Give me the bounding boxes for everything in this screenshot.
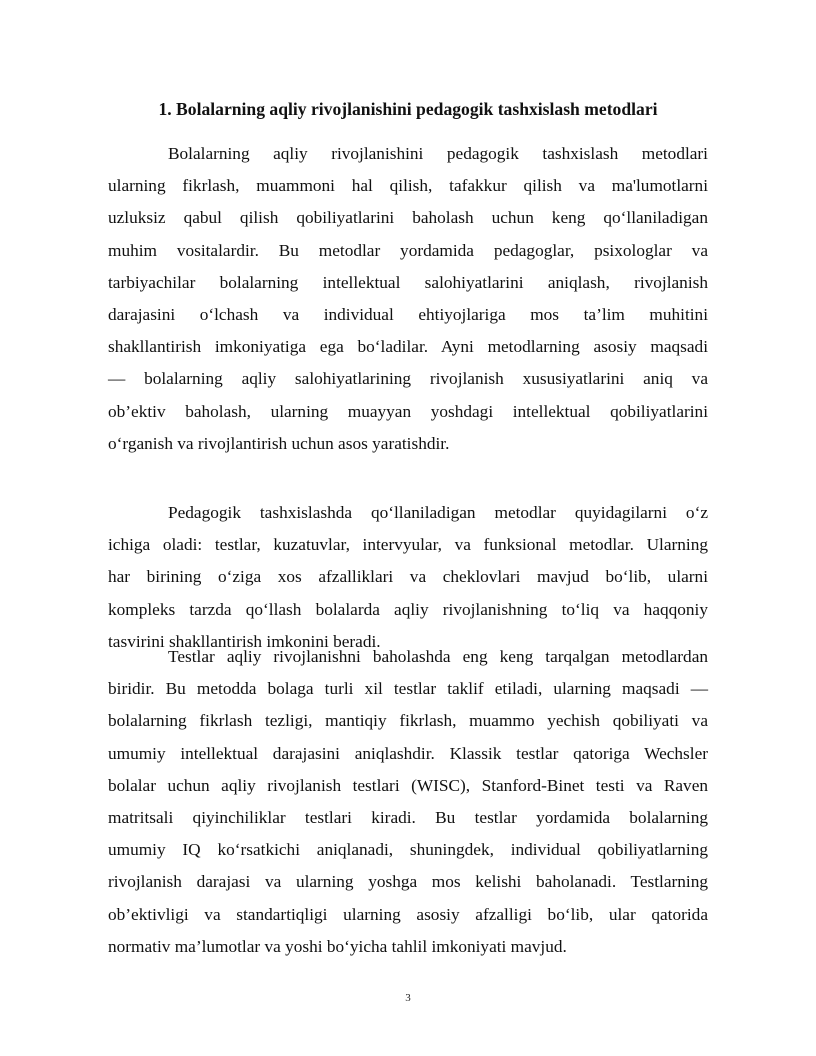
paragraph-line: shakllantirish imkoniyatiga ega bo‘ladilar. Ayni metodlarning asosiy maqsadi xyxy=(108,337,708,357)
paragraph-line: umumiy IQ ko‘rsatkichi aniqlanadi, shuningdek, individual qobiliyatlarning xyxy=(108,840,708,860)
paragraph-line: rivojlanish darajasi va ularning yoshga mos kelishi baholanadi. Testlarning xyxy=(108,872,708,892)
paragraph-line: har birining o‘ziga xos afzalliklari va cheklovlari mavjud bo‘lib, ularni xyxy=(108,567,708,587)
paragraph-line: normativ ma’lumotlar va yoshi bo‘yicha tahlil imkoniyati mavjud. xyxy=(108,936,567,956)
page-number: 3 xyxy=(405,992,411,1004)
paragraph-line: bolalar uchun aqliy rivojlanish testlari (WISC), Stanford-Binet testi va Raven xyxy=(108,775,708,795)
paragraph-line: ob’ektiv baholash, ularning muayyan yoshdagi intellektual qobiliyatlarini xyxy=(108,401,708,421)
paragraph-1 xyxy=(108,138,708,460)
paragraph-line: umumiy intellektual darajasini aniqlashdir. Klassik testlar qatoriga Wechsler xyxy=(108,743,708,763)
paragraph-line: muhim vositalardir. Bu metodlar yordamida pedagoglar, psixologlar va xyxy=(108,240,708,260)
paragraph-2 xyxy=(108,497,708,658)
paragraph-line: o‘rganish va rivojlantirish uchun asos yaratishdir. xyxy=(108,433,450,453)
paragraph-line: kompleks tarzda qo‘llash bolalarda aqliy rivojlanishning to‘liq va haqqoniy xyxy=(108,599,708,619)
paragraph-line: matritsali qiyinchiliklar testlari kiradi. Bu testlar yordamida bolalarning xyxy=(108,807,708,827)
paragraph-line: Testlar aqliy rivojlanishni baholashda eng keng tarqalgan metodlardan xyxy=(168,647,708,666)
paragraph-line: Pedagogik tashxislashda qo‘llaniladigan metodlar quyidagilarni o‘z xyxy=(168,503,708,522)
paragraph-line: tasvirini shakllantirish imkonini beradi. xyxy=(108,631,381,651)
paragraph-line: — bolalarning aqliy salohiyatlarining rivojlanish xususiyatlarini aniq va xyxy=(108,369,708,389)
paragraph-line: uzluksiz qabul qilish qobiliyatlarini baholash uchun keng qo‘llaniladigan xyxy=(108,208,708,228)
paragraph-line: ichiga oladi: testlar, kuzatuvlar, intervyular, va funksional metodlar. Ularning xyxy=(108,535,708,555)
paragraph-line: biridir. Bu metodda bolaga turli xil testlar taklif etiladi, ularning maqsadi — xyxy=(108,679,708,699)
paragraph-line: ularning fikrlash, muammoni hal qilish, tafakkur qilish va ma'lumotlarni xyxy=(108,176,708,196)
section-heading: 1. Bolalarning aqliy rivojlanishini pedagogik tashxislash metodlari xyxy=(158,99,658,119)
paragraph-line: bolalarning fikrlash tezligi, mantiqiy fikrlash, muammo yechish qobiliyati va xyxy=(108,711,708,731)
paragraph-line: Bolalarning aqliy rivojlanishini pedagogik tashxislash metodlari xyxy=(168,144,708,163)
paragraph-line: darajasini o‘lchash va individual ehtiyojlariga mos ta’lim muhitini xyxy=(108,304,708,324)
paragraph-3 xyxy=(108,641,708,963)
paragraph-line: tarbiyachilar bolalarning intellektual salohiyatlarini aniqlash, rivojlanish xyxy=(108,272,708,292)
paragraph-line: ob’ektivligi va standartiqligi ularning asosiy afzalligi bo‘lib, ular qatorida xyxy=(108,904,708,924)
